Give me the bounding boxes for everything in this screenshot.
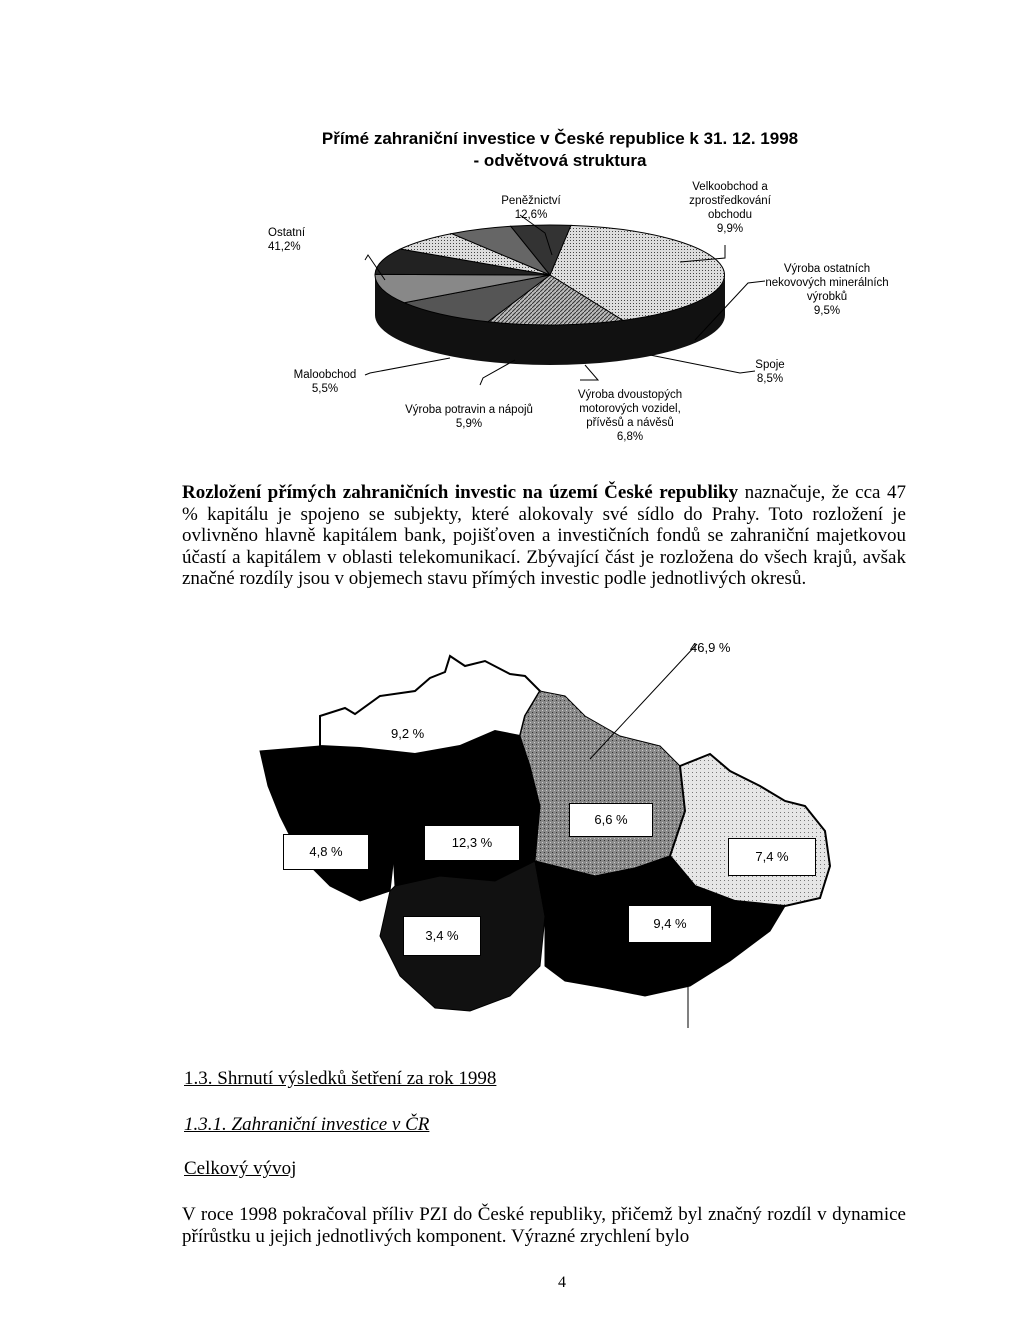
label-velko-value: 9,9% <box>716 223 744 235</box>
label-penez-name: Peněžnictví <box>501 195 561 207</box>
section-heading-overall: Celkový vývoj <box>184 1158 297 1179</box>
map-label-south: 3,4 % <box>403 916 481 956</box>
label-potrav-name: Výroba potravin a nápojů <box>405 404 533 416</box>
region-east-bohemia <box>520 691 685 876</box>
label-malo <box>280 368 370 396</box>
label-potrav <box>394 403 544 431</box>
label-nekov-name3: výrobků <box>806 291 848 303</box>
map-label-central: 12,3 % <box>424 825 520 861</box>
section-heading-1-3-1: 1.3.1. Zahraniční investice v ČR <box>184 1114 430 1135</box>
label-nekov-name1: Výroba ostatních <box>783 263 871 275</box>
label-nekov-name2: nekovových minerálních <box>765 277 889 289</box>
label-penez <box>486 194 576 222</box>
paragraph-bold-lead: Rozložení přímých zahraničních investic na území České republiky <box>182 482 739 503</box>
paragraph-rest: naznačuje, že cca 47 % kapitálu je spojeno se subjekty, které alokovaly své sídlo do Prahy. Toto rozložení je ovlivněno hlavně kapitálem bank, pojišťoven a investičních fondů se zahraniční majetkovou účastí a kapitálem v oblasti telekomunikací. Zbývající část je rozložena do všech krajů, avšak značné rozdíly jsou v objemech stavu přímých investic podle jednotlivých okresů. <box>182 482 906 589</box>
map-label-north-moravia: 7,4 % <box>728 838 816 876</box>
label-ostatni <box>268 226 305 254</box>
label-nekov-value: 9,5% <box>813 305 841 317</box>
label-penez-value: 12,6% <box>514 209 548 221</box>
map-label-praha: 46,9 % <box>690 640 731 655</box>
label-ostatni-name: Ostatní <box>268 227 306 239</box>
region-north-moravia <box>670 754 830 906</box>
label-nekov <box>752 262 902 318</box>
label-velko-name1: Velkoobchod a <box>692 181 768 193</box>
label-spoje-value: 8,5% <box>756 373 784 385</box>
chart-title-line2: - odvětvová struktura <box>473 151 647 170</box>
paragraph-development: V roce 1998 pokračoval příliv PZI do České republiky, přičemž byl značný rozdíl v dynamice přírůstku u jejich jednotlivých komponent. Výrazné zrychlení bylo <box>182 1204 906 1247</box>
label-motor-name2: motorových vozidel, <box>579 403 681 415</box>
label-velko-name2: zprostředkování <box>689 195 771 207</box>
page-number: 4 <box>558 1274 566 1291</box>
label-malo-name: Maloobchod <box>293 369 357 381</box>
label-motor <box>565 388 695 444</box>
map-label-south-moravia: 9,4 % <box>628 905 712 943</box>
chart-title <box>250 128 870 172</box>
label-motor-value: 6,8% <box>616 431 644 443</box>
label-spoje-name: Spoje <box>755 359 785 371</box>
chart-title-line1: Přímé zahraniční investice v České republice k 31. 12. 1998 <box>321 129 799 148</box>
label-motor-name3: přívěsů a návěsů <box>586 417 674 429</box>
label-ostatni-value: 41,2% <box>268 241 301 253</box>
section-heading-1-3: 1.3. Shrnutí výsledků šetření za rok 1998 <box>184 1068 497 1089</box>
label-malo-value: 5,5% <box>311 383 339 395</box>
label-spoje <box>750 358 790 386</box>
map-label-west: 4,8 % <box>283 834 369 870</box>
label-potrav-value: 5,9% <box>455 418 483 430</box>
label-velko-name3: obchodu <box>707 209 753 221</box>
label-motor-name1: Výroba dvoustopých <box>577 389 683 401</box>
map-label-north: 9,2 % <box>391 726 425 741</box>
map-label-east: 6,6 % <box>569 803 653 837</box>
label-velko <box>670 180 790 236</box>
paragraph-distribution <box>182 482 906 590</box>
